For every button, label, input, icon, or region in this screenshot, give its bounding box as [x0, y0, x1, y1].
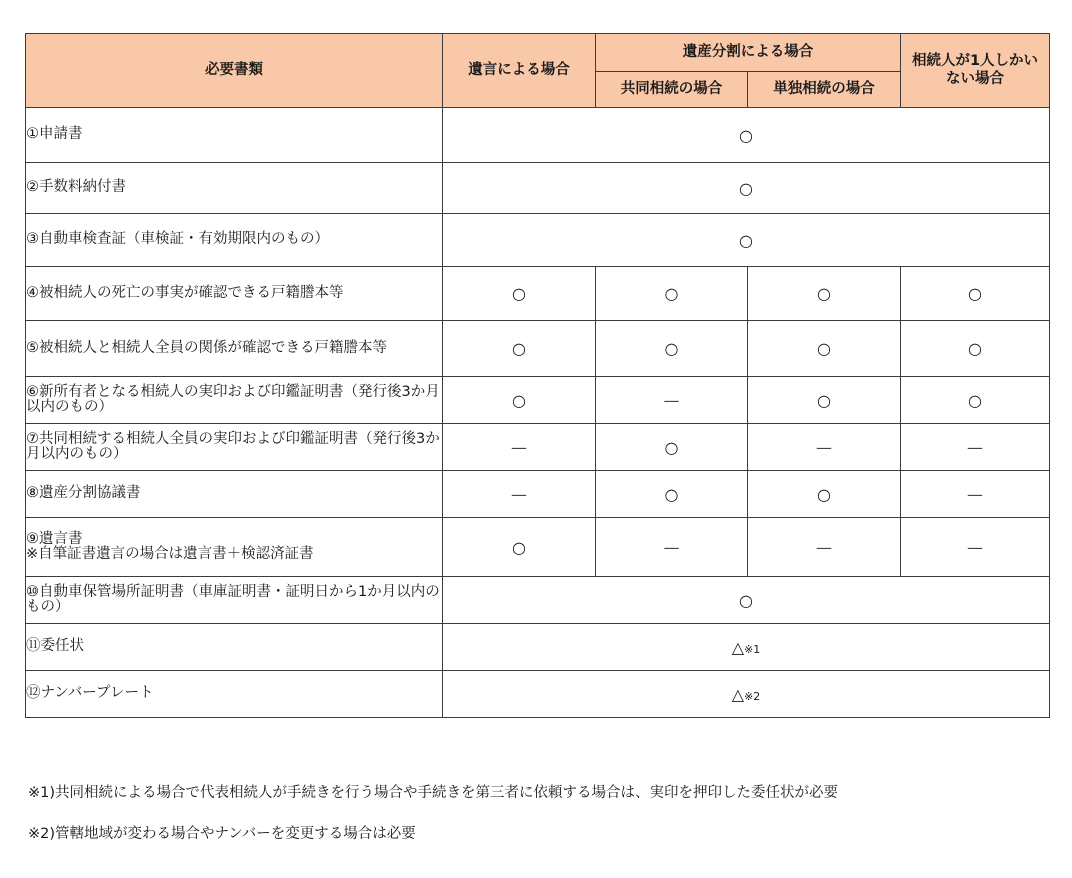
row-label: ⑥新所有者となる相続人の実印および印鑑証明書（発行後3か月以内のもの）: [26, 377, 443, 424]
row-mark: ○: [443, 214, 1050, 267]
table-row: [26, 624, 1050, 671]
cell-by-will: ○: [443, 267, 596, 321]
cell-only-heir: ○: [901, 267, 1050, 321]
row-label: [26, 518, 443, 577]
footnote-1: ※1)共同相続による場合で代表相続人が手続きを行う場合や手続きを第三者に依頼する場合は、実印を押印した委任状が必要: [28, 785, 839, 801]
cell-only-heir: —: [901, 471, 1050, 518]
table-row: [26, 163, 1050, 214]
row-label-line2: ※自筆証書遺言の場合は遺言書＋検認済証書: [26, 546, 314, 562]
table-row: [26, 267, 1050, 321]
row-label: ⑧遺産分割協議書: [26, 471, 443, 518]
cell-joint: —: [596, 377, 748, 424]
row-label-line1: ⑨遺言書: [26, 530, 83, 547]
table-row: [26, 671, 1050, 718]
cell-single: ○: [748, 267, 901, 321]
cell-single: ○: [748, 377, 901, 424]
cell-by-will: —: [443, 424, 596, 471]
row-label: ⑫ナンバープレート: [26, 671, 443, 718]
required-documents-table: [25, 33, 1050, 718]
cell-only-heir: ○: [901, 321, 1050, 377]
table-row: [26, 471, 1050, 518]
cell-single: ○: [748, 471, 901, 518]
row-label: ⑩自動車保管場所証明書（車庫証明書・証明日から1か月以内のもの）: [26, 577, 443, 624]
table-row: [26, 518, 1050, 577]
row-mark: ○: [443, 163, 1050, 214]
row-mark: ○: [443, 108, 1050, 163]
table-row: [26, 424, 1050, 471]
row-label: ③自動車検査証（車検証・有効期限内のもの）: [26, 214, 443, 267]
header-by-division: 遺産分割による場合: [596, 34, 901, 72]
triangle-mark: △: [731, 637, 745, 657]
cell-only-heir: —: [901, 518, 1050, 577]
cell-by-will: —: [443, 471, 596, 518]
cell-joint: —: [596, 518, 748, 577]
row-label: ④被相続人の死亡の事実が確認できる戸籍謄本等: [26, 267, 443, 321]
table-row: [26, 377, 1050, 424]
cell-joint: ○: [596, 471, 748, 518]
cell-single: ○: [748, 321, 901, 377]
cell-joint: ○: [596, 321, 748, 377]
cell-by-will: ○: [443, 321, 596, 377]
footnote-2: ※2)管轄地域が変わる場合やナンバーを変更する場合は必要: [28, 826, 416, 842]
row-label: ②手数料納付書: [26, 163, 443, 214]
footnote-ref: ※1: [744, 642, 761, 656]
table-row: [26, 214, 1050, 267]
row-label: ⑤被相続人と相続人全員の関係が確認できる戸籍謄本等: [26, 321, 443, 377]
cell-joint: ○: [596, 424, 748, 471]
header-by-will: 遺言による場合: [443, 34, 596, 108]
row-mark: [443, 671, 1050, 718]
row-label: ①申請書: [26, 108, 443, 163]
row-mark: [443, 624, 1050, 671]
header-required-docs: 必要書類: [26, 34, 443, 108]
header-only-heir-label: 相続人が1人しかいない場合: [911, 53, 1039, 87]
triangle-mark: △: [731, 684, 745, 704]
table-row: [26, 108, 1050, 163]
header-only-heir: [901, 34, 1050, 108]
cell-joint: ○: [596, 267, 748, 321]
cell-by-will: ○: [443, 518, 596, 577]
cell-single: —: [748, 424, 901, 471]
row-mark: ○: [443, 577, 1050, 624]
cell-by-will: ○: [443, 377, 596, 424]
table-row: [26, 577, 1050, 624]
row-label: ⑦共同相続する相続人全員の実印および印鑑証明書（発行後3か月以内のもの）: [26, 424, 443, 471]
footnote-ref: ※2: [744, 689, 761, 703]
cell-only-heir: —: [901, 424, 1050, 471]
header-single: 単独相続の場合: [748, 72, 901, 108]
table-row: [26, 321, 1050, 377]
cell-single: —: [748, 518, 901, 577]
row-label: ⑪委任状: [26, 624, 443, 671]
header-joint: 共同相続の場合: [596, 72, 748, 108]
cell-only-heir: ○: [901, 377, 1050, 424]
